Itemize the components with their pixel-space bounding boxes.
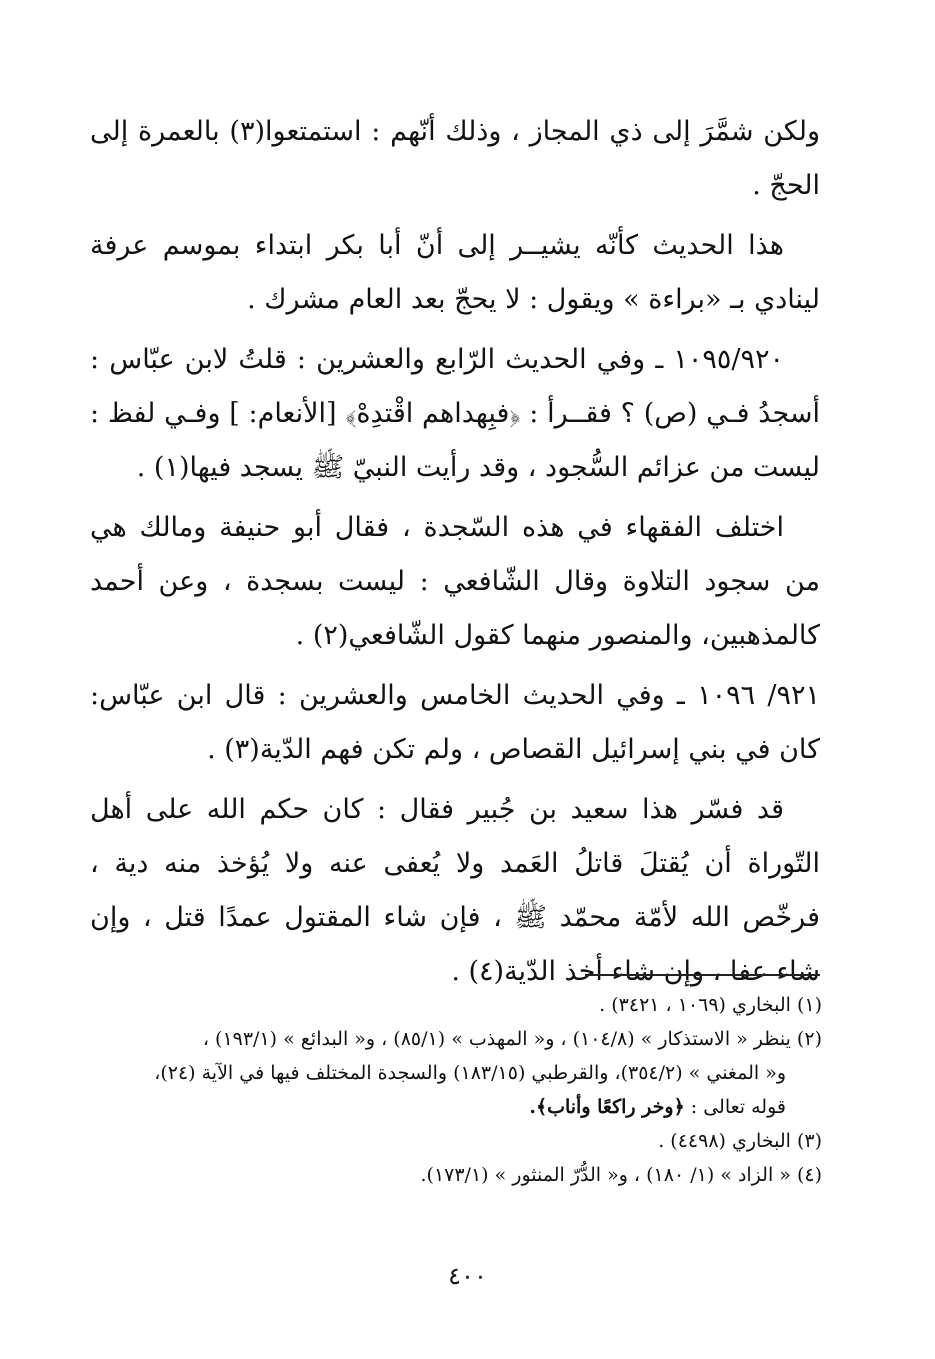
footnote-2-line-1: (٢) ينظر « الاستذكار » (١٠٤/٨) ، و« المهذب » (٨٥/١) ، و« البدائع » (١٩٣/١) ، [202, 1028, 822, 1050]
paragraph-4: اختلف الفقهاء في هذه السّجدة ، فقال أبو حنيفة ومالك هي من سجود التلاوة وقال الشّافعي : ليست بسجدة ، وعن أحمد كالمذهبين، والمنصور منهما كقول الشّافعي(٢) . [90, 512, 820, 651]
main-text [90, 105, 820, 1005]
paragraph-1: ولكن شمَّرَ إلى ذي المجاز ، وذلك أنّهم : استمتعوا(٣) بالعمرة إلى الحجّ . [90, 116, 820, 201]
quran-verse: ﴿وخر راكعًا وأناب﴾. [529, 1096, 685, 1118]
paragraph-5-hadith-921: ٩٢١/ ١٠٩٦ ـ وفي الحديث الخامس والعشرين : قال ابن عبّاس: كان في بني إسرائيل القصاص ، ولم تكن فهم الدّية(٣) . [90, 680, 820, 765]
footnote-3: (٣) البخاري (٤٤٩٨) . [658, 1130, 822, 1152]
footnotes [90, 988, 822, 1192]
paragraph-3-hadith-920: ١٠٩٥/٩٢٠ ـ وفي الحديث الرّابع والعشرين : قلتُ لابن عبّاس : أسجدُ فـي (ص) ؟ فقــرأ : ﴿فبِهداهم اقْتدِهْ﴾ [الأنعام: ] وفـي لفظ : ليست من عزائم السُّجود ، وقد رأيت النبيّ ﷺ يسجد فيها(١) . [90, 344, 820, 483]
paragraph-6: قد فسّر هذا سعيد بن جُبير فقال : كان حكم الله على أهل التّوراة أن يُقتلَ قاتلُ العَمد ولا يُعفى عنه ولا يُؤخذ منه دية ، فرخّص الله لأمّة محمّد ﷺ ، فإن شاء المقتول عمدًا قتل ، وإن شاء عفا ، وإن شاء أخذ الدّية(٤) . [90, 794, 820, 987]
paragraph-2: هذا الحديث كأنّه يشيــر إلى أنّ أبا بكر ابتداء بموسم عرفة لينادي بـ «براءة » ويقول : لا يحجّ بعد العام مشرك . [90, 230, 820, 315]
footnote-2-line-3 [90, 1090, 822, 1124]
footnote-1: (١) البخاري (١٠٦٩ ، ٣٤٢١) . [599, 994, 822, 1016]
page-number: ٤٠٠ [448, 1262, 487, 1290]
footnote-2-prefix: قوله تعالى : [690, 1096, 786, 1118]
footnote-2-line-2: و« المغني » (٣٥٤/٢)، والقرطبي (١٨٣/١٥) والسجدة المختلف فيها في الآية (٢٤)، [154, 1062, 786, 1084]
footnote-2 [90, 1022, 822, 1124]
footnote-4: (٤) « الزاد » (١/ ١٨٠) ، و« الدُّرّ المنثور » (١٧٣/١). [420, 1164, 822, 1186]
footnote-separator [585, 974, 820, 976]
